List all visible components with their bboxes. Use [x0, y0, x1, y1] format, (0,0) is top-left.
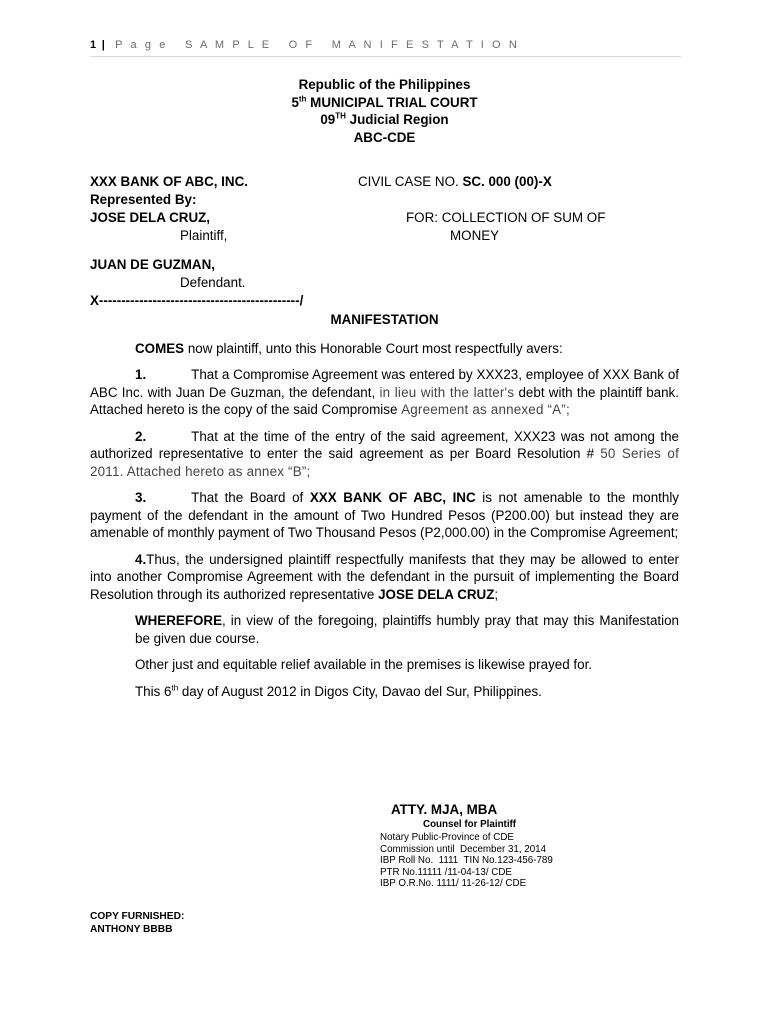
copy-furnished-name: ANTHONY BBBB — [90, 923, 173, 935]
signature-block — [380, 802, 680, 890]
court-line-place: ABC-CDE — [353, 129, 416, 145]
counsel-details — [380, 832, 680, 890]
paragraph-3: 3. That the Board of XXX BANK OF ABC, INC is not amenable to the monthly payment of the defendant in the amount of Two Hundred Pesos (P200.00) but instead they are amenable of monthly payment of Two Thousand Pesos (P2,000.00) in the Compromise Agreement; — [90, 490, 679, 540]
detail-line: IBP O.R.No. 1111/ 11-26-12/ CDE — [380, 878, 527, 889]
paragraph-4: 4.Thus, the undersigned plaintiff respectfully manifests that they may be allowed to enter into another Compromise Agreement with the defendant in the pursuit of implementing the Board Resolution through its authorized representative JOSE DELA CRUZ; — [90, 551, 679, 602]
paragraph-1: 1. That a Compromise Agreement was entered by XXX23, employee of XXX Bank of ABC Inc. with Juan De Guzman, the defendant, in lieu with the latter's debt with the plaintiff bank. Attached hereto is the copy of the said Compromise Agreement as annexed “A”; — [90, 367, 679, 417]
paragraph-2: 2. That at the time of the entry of the said agreement, XXX23 was not among the authorized representative to enter the said agreement as per Board Resolution # 50 Series of 2011. Attached hereto as annex “B”; — [90, 428, 680, 479]
header-text: P a g e S A M P L E O F M A N I F E S T A T I O N — [115, 39, 520, 51]
detail-line: Commission until December 31, 2014 — [380, 843, 547, 855]
counsel-role: Counsel for Plaintiff — [423, 819, 517, 830]
plaintiff-role: Plaintiff, — [180, 228, 228, 243]
date-paragraph: This 6th day of August 2012 in Digos City, Davao del Sur, Philippines. — [135, 683, 542, 699]
header-separator: | — [101, 39, 108, 51]
running-header — [90, 39, 681, 51]
page-number: 1 — [90, 39, 97, 51]
detail-line: PTR No.11111 /11-04-13/ CDE — [380, 866, 512, 878]
represented-by: Represented By: — [90, 192, 197, 207]
copy-furnished — [90, 911, 184, 936]
case-caption — [90, 173, 679, 308]
court-line-republic: Republic of the Philippines — [298, 77, 471, 92]
other-relief-paragraph: Other just and equitable relief available in the premises is likewise prayed for. — [135, 657, 593, 672]
defendant-name: JUAN DE GUZMAN, — [90, 257, 215, 272]
detail-line: IBP Roll No. 1111 TIN No.123-456-789 — [380, 855, 553, 866]
caption-separator: X---------------------------------------------/ — [90, 293, 304, 308]
document-title: MANIFESTATION — [330, 312, 439, 327]
court-heading — [90, 76, 679, 146]
document-body — [90, 76, 679, 700]
court-line-trial-court: 5th MUNICIPAL TRIAL COURT — [291, 94, 478, 110]
case-nature-line1: FOR: COLLECTION OF SUM OF — [406, 210, 606, 225]
wherefore-paragraph: WHEREFORE, in view of the foregoing, plaintiffs humbly pray that may this Manifestation be given due course. — [135, 613, 679, 646]
detail-line: Notary Public-Province of CDE — [380, 832, 514, 843]
case-nature-line2: MONEY — [450, 228, 500, 243]
representative-name: JOSE DELA CRUZ, — [90, 210, 211, 225]
plaintiff-name: XXX BANK OF ABC, INC. — [90, 174, 248, 189]
intro-paragraph: COMES now plaintiff, unto this Honorable Court most respectfully avers: — [135, 340, 563, 356]
defendant-role: Defendant. — [180, 275, 246, 290]
case-number-line: CIVIL CASE NO. SC. 000 (00)-X — [358, 174, 552, 189]
court-line-region: 09TH Judicial Region — [320, 111, 449, 127]
copy-furnished-label: COPY FURNISHED: — [90, 911, 185, 922]
counsel-name: ATTY. MJA, MBA — [391, 802, 498, 817]
header-rule — [90, 56, 681, 57]
